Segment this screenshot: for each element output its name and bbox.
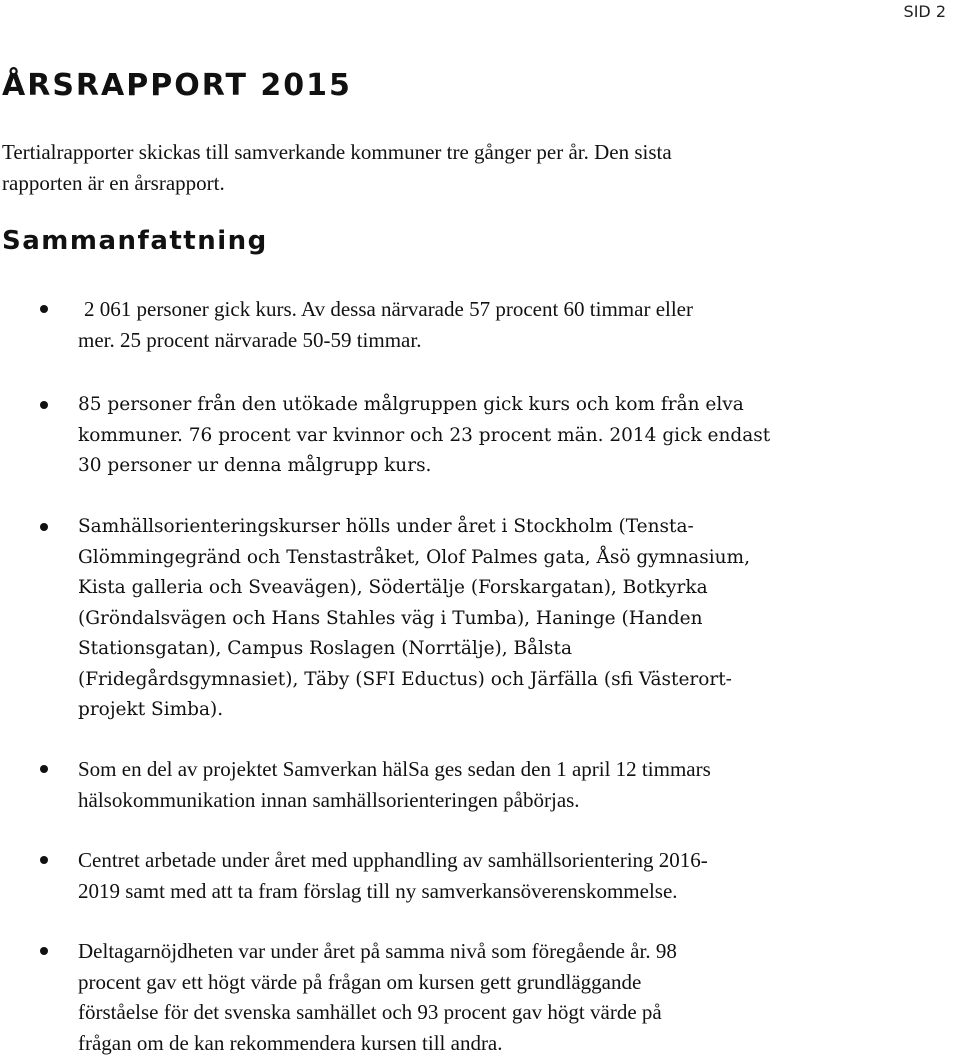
bullet-line: kommuner. 76 procent var kvinnor och 23 procent män. 2014 gick endast: [78, 424, 771, 446]
bullet-dot-icon: [40, 305, 48, 313]
bullet-dot-icon: [40, 523, 48, 531]
bullet-line: (Fridegårdsgymnasiet), Täby (SFI Eductus) och Järfälla (sfi Västerort-: [78, 668, 732, 690]
bullet-line: 85 personer från den utökade målgruppen gick kurs och kom från elva: [78, 394, 744, 415]
bullet-text: [78, 294, 898, 355]
section-heading-summary: Sammanfattning: [2, 226, 268, 256]
bullet-line: 2 061 personer gick kurs. Av dessa närvarade 57 procent 60 timmar eller: [84, 297, 693, 321]
bullet-line: Deltagarnöjdheten var under året på samma nivå som föregående år. 98: [78, 939, 677, 963]
bullet-dot-icon: [40, 947, 48, 955]
intro-line: Tertialrapporter skickas till samverkande kommuner tre gånger per år. Den sista: [2, 140, 672, 164]
bullet-text: [78, 936, 898, 1058]
document-title: ÅRSRAPPORT 2015: [2, 68, 352, 103]
bullet-line: Kista galleria och Sveavägen), Södertälje (Forskargatan), Botkyrka: [78, 577, 708, 598]
bullet-line: frågan om de kan rekommendera kursen till andra.: [78, 1030, 503, 1055]
bullet-line: förståelse för det svenska samhället och 93 procent gav högt värde på: [78, 1000, 662, 1024]
bullet-line: Glömmingegränd och Tenstastråket, Olof Palmes gata, Åsö gymnasium,: [78, 546, 750, 568]
bullet-text: [78, 754, 898, 815]
bullet-text: [78, 390, 898, 482]
bullet-line: (Gröndalsvägen och Hans Stahles väg i Tumba), Haninge (Handen: [78, 607, 703, 629]
bullet-line: 2019 samt med att ta fram förslag till ny samverkansöverenskommelse.: [78, 878, 678, 903]
bullet-line: 30 personer ur denna målgrupp kurs.: [78, 455, 432, 476]
bullet-line: mer. 25 procent närvarade 50-59 timmar.: [78, 327, 422, 352]
page-number: SID 2: [903, 2, 946, 21]
bullet-line: hälsokommunikation innan samhällsorienteringen påbörjas.: [78, 787, 580, 812]
intro-paragraph: [2, 137, 922, 199]
bullet-line: Samhällsorienteringskurser hölls under året i Stockholm (Tensta-: [78, 516, 694, 537]
bullet-line: procent gav ett högt värde på frågan om kursen gett grundläggande: [78, 969, 642, 994]
bullet-line: Stationsgatan), Campus Roslagen (Norrtälje), Bålsta: [78, 638, 572, 659]
bullet-text: [78, 845, 898, 906]
bullet-dot-icon: [40, 401, 48, 409]
bullet-line: Som en del av projektet Samverkan hälSa ges sedan den 1 april 12 timmars: [78, 757, 711, 781]
bullet-line: projekt Simba).: [78, 699, 224, 720]
intro-line: rapporten är en årsrapport.: [2, 171, 225, 195]
bullet-dot-icon: [40, 856, 48, 864]
bullet-line: Centret arbetade under året med upphandling av samhällsorientering 2016-: [78, 848, 708, 872]
bullet-dot-icon: [40, 765, 48, 773]
bullet-text: [78, 512, 898, 726]
